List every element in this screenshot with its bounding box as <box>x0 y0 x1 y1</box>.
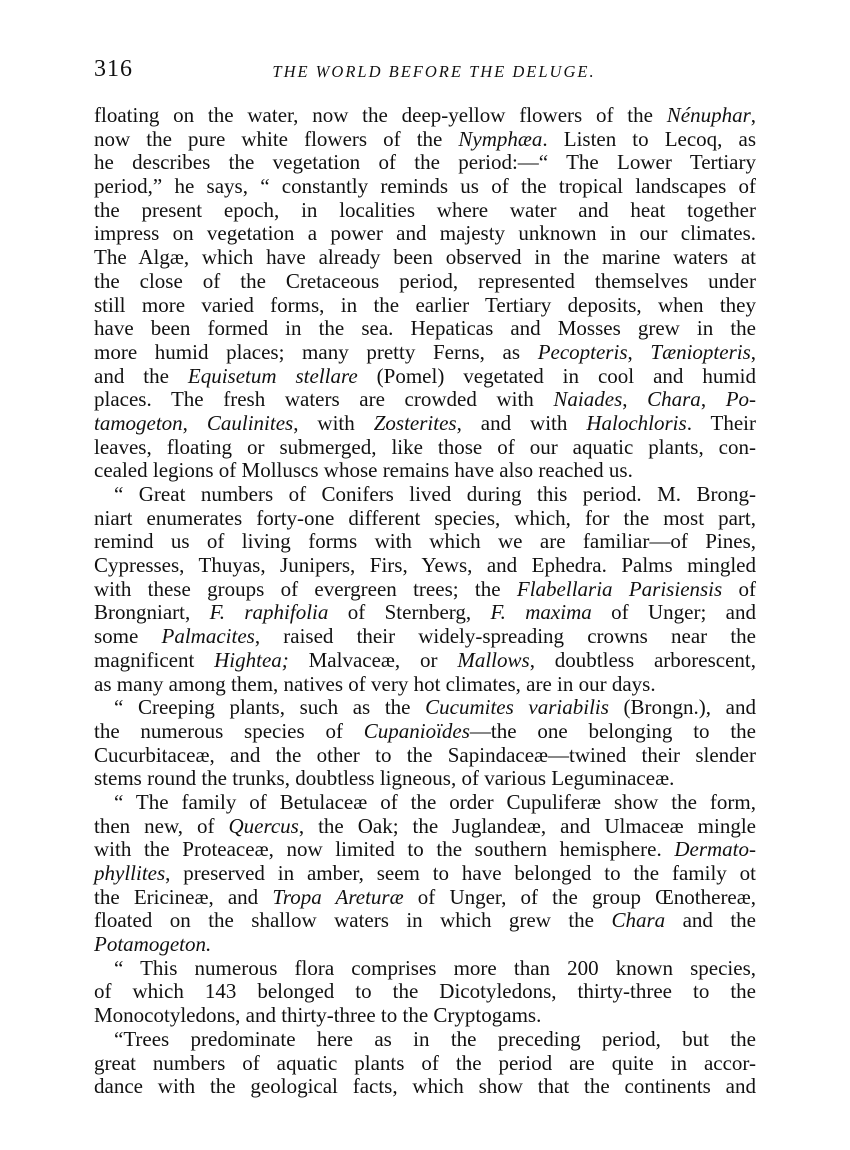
text-line: dance with the geological facts, which show that the continents and <box>94 1074 756 1099</box>
text-line: still more varied forms, in the earlier Tertiary deposits, when they <box>94 292 756 317</box>
text-line: “ Creeping plants, such as the Cucumites variabilis (Brongn.), and <box>114 695 756 720</box>
text-line: the Ericineæ, and Tropa Areturæ of Unger, of the group Œnothereæ, <box>94 884 757 909</box>
text-line: and the Equisetum stellare (Pomel) vegetated in cool and humid <box>94 363 757 388</box>
text-line: “Trees predominate here as in the preceding period, but the <box>114 1026 756 1051</box>
text-line: magnificent Hightea; Malvaceæ, or Mallows, doubtless arborescent, <box>94 647 756 672</box>
text-line: the numerous species of Cupanioïdes—the one belonging to the <box>94 718 756 743</box>
text-line: floated on the shallow waters in which grew the Chara and the <box>94 908 756 933</box>
text-line: “ Great numbers of Conifers lived during this period. M. Brong- <box>114 482 756 506</box>
text-line: Brongniart, F. raphifolia of Sternberg, F. maxima of Unger; and <box>94 600 756 625</box>
text-line: now the pure white flowers of the Nymphæa. Listen to Lecoq, as <box>94 126 756 151</box>
text-line: Cucurbitaceæ, and the other to the Sapindaceæ—twined their slender <box>94 742 756 767</box>
text-line: have been formed in the sea. Hepaticas and Mosses grew in the <box>94 316 756 341</box>
text-line: Monocotyledons, and thirty-three to the Cryptogams. <box>94 1003 542 1028</box>
running-header <box>94 56 756 92</box>
text-line: Potamogeton. <box>94 932 212 957</box>
page-number: 316 <box>94 56 133 82</box>
text-line: some Palmacites, raised their widely-spreading crowns near the <box>94 624 757 649</box>
text-line: impress on vegetation a power and majesty unknown in our climates. <box>94 221 756 246</box>
text-line: remind us of living forms with which we are familiar—of Pines, <box>94 529 756 554</box>
text-line: places. The fresh waters are crowded with Naiades, Chara, Po- <box>94 387 757 412</box>
text-line: cealed legions of Molluscs whose remains have also reached us. <box>94 458 633 483</box>
text-line: “ This numerous flora comprises more than 200 known species, <box>114 955 756 980</box>
body-text <box>94 104 756 1099</box>
text-line: floating on the water, now the deep-yellow flowers of the Nénuphar, <box>94 103 756 127</box>
text-line: phyllites, preserved in amber, seem to have belonged to the family ot <box>94 861 756 885</box>
text-line: the present epoch, in localities where water and heat together <box>94 197 756 222</box>
text-line: then new, of Quercus, the Oak; the Juglandeæ, and Ulmaceæ mingle <box>94 813 756 838</box>
text-line: period,” he says, “ constantly reminds us of the tropical landscapes of <box>94 174 756 199</box>
text-line: tamogeton, Caulinites, with Zosterites, and with Halochloris. Their <box>94 410 756 435</box>
text-line: stems round the trunks, doubtless ligneous, of various Leguminaceæ. <box>94 766 675 791</box>
text-line: niart enumerates forty-one different species, which, for the most part, <box>94 505 756 530</box>
text-line: great numbers of aquatic plants of the period are quite in accor- <box>94 1050 756 1075</box>
book-page <box>94 56 756 1099</box>
text-line: leaves, floating or submerged, like those of our aquatic plants, con- <box>94 434 756 459</box>
text-line: with the Proteaceæ, now limited to the southern hemisphere. Dermato- <box>94 837 756 862</box>
text-line: “ The family of Betulaceæ of the order Cupuliferæ show the form, <box>114 789 756 814</box>
text-line: as many among them, natives of very hot climates, are in our days. <box>94 671 656 696</box>
text-line: The Algæ, which have already been observed in the marine waters at <box>94 245 756 270</box>
text-line: Cypresses, Thuyas, Junipers, Firs, Yews, and Ephedra. Palms mingled <box>94 553 756 578</box>
running-title: THE WORLD BEFORE THE DELUGE. <box>272 62 596 81</box>
text-line: he describes the vegetation of the period:—“ The Lower Tertiary <box>94 150 756 175</box>
text-line: more humid places; many pretty Ferns, as Pecopteris, Tæniopteris, <box>94 339 757 364</box>
text-line: the close of the Cretaceous period, represented themselves under <box>94 268 756 293</box>
text-line: of which 143 belonged to the Dicotyledons, thirty-three to the <box>94 979 756 1004</box>
text-line: with these groups of evergreen trees; the Flabellaria Parisiensis of <box>94 576 757 601</box>
